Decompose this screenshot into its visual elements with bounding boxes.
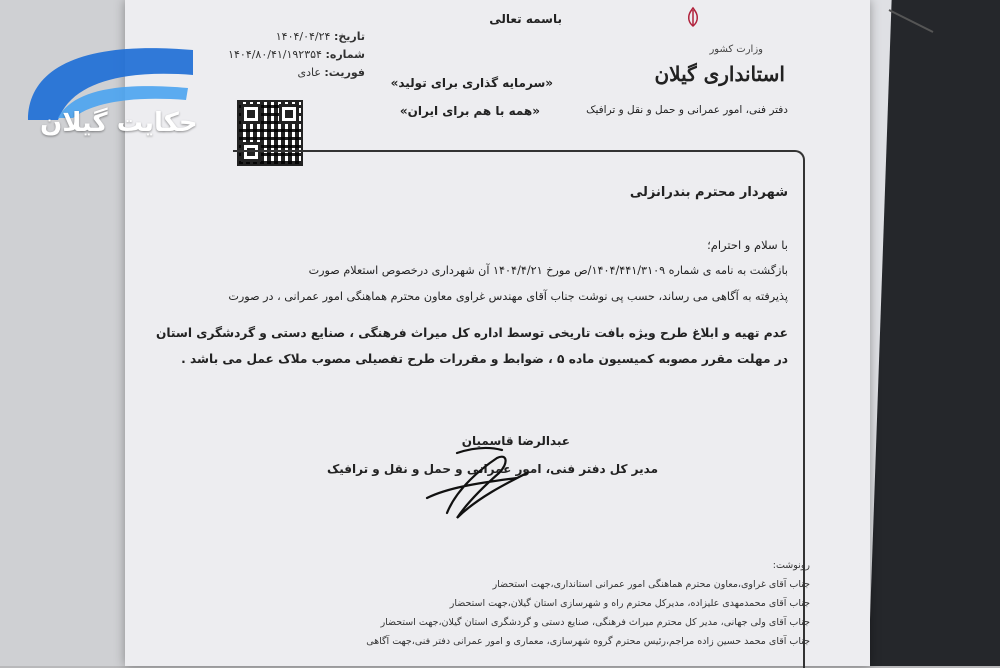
cc-item: جناب آقای محمد حسین زاده مراجم،رئیس محترم گروه شهرسازی، معماری و امور عمرانی دفتر فنی،جهت آگاهی xyxy=(366,636,810,647)
body-line-3: عدم تهیه و ابلاغ طرح ویژه بافت تاریخی توسط اداره کل میراث فرهنگی ، صنایع دستی و گردشگری استان xyxy=(155,326,788,340)
body-line-2: پذیرفته به آگاهی می رساند، حسب پی نوشت جناب آقای مهندس غراوی معاون محترم هماهنگی امور عمرانی ، در صورت xyxy=(228,290,788,303)
body-line-1: بازگشت به نامه ی شماره ۱۴۰۴/۴۴۱/۳۱۰۹/ص مورخ ۱۴۰۴/۴/۲۱ آن شهرداری درخصوص استعلام صورت xyxy=(308,264,788,277)
greeting: با سلام و احترام؛ xyxy=(707,238,788,252)
cc-heading: رونوشت: xyxy=(772,560,810,571)
priority-value: عادی xyxy=(297,66,321,79)
date-value: ۱۴۰۴/۰۴/۲۴ xyxy=(275,30,331,43)
signatory-name: عبدالرضا قاسمیان xyxy=(461,434,570,448)
body-line-4: در مهلت مقرر مصوبه کمیسیون ماده ۵ ، ضوابط و مقررات طرح تفصیلی مصوب ملاک عمل می باشد . xyxy=(181,352,788,366)
signatory-title: مدیر کل دفتر فنی، امور عمرانی و حمل و نقل و ترافیک xyxy=(326,462,658,476)
cc-item: جناب آقای ولی جهانی، مدیر کل محترم میراث فرهنگی، صنایع دستی و گردشگری استان گیلان،جهت استحضار xyxy=(380,617,810,628)
slogan-investment: «سرمایه گذاری برای تولید» xyxy=(390,76,553,90)
priority-row xyxy=(235,64,365,82)
ministry-label: وزارت کشور xyxy=(709,44,763,55)
invocation: باسمه تعالی xyxy=(489,12,562,26)
date-label: تاریخ: xyxy=(333,30,365,43)
pen-mark-icon xyxy=(887,6,937,36)
letter-sheet xyxy=(125,0,870,666)
department-name: دفتر فنی، امور عمرانی و حمل و نقل و ترافیک xyxy=(586,104,788,116)
date-row xyxy=(235,28,365,46)
national-emblem-icon xyxy=(682,6,704,28)
cc-item: جناب آقای محمدمهدی علیزاده، مدیرکل محترم راه و شهرسازی استان گیلان،جهت استحضار xyxy=(449,598,810,609)
number-row xyxy=(228,46,365,64)
priority-label: فوریت: xyxy=(324,66,365,79)
number-value: ۱۴۰۴/۸۰/۴۱/۱۹۲۳۵۴ xyxy=(228,48,322,61)
number-label: شماره: xyxy=(325,48,365,61)
letter-meta xyxy=(228,28,365,82)
slogan-together: «همه با هم برای ایران» xyxy=(399,104,540,118)
cc-list xyxy=(366,556,810,651)
brand-watermark: حکایت گیلان xyxy=(40,108,198,138)
handwritten-signature xyxy=(387,428,547,528)
cc-item: جناب آقای غراوی،معاون محترم هماهنگی امور عمرانی استانداری،جهت استحضار xyxy=(492,579,810,590)
organization-name: استانداری گیلان xyxy=(654,62,785,86)
recipient: شهردار محترم بندرانزلی xyxy=(629,185,788,200)
